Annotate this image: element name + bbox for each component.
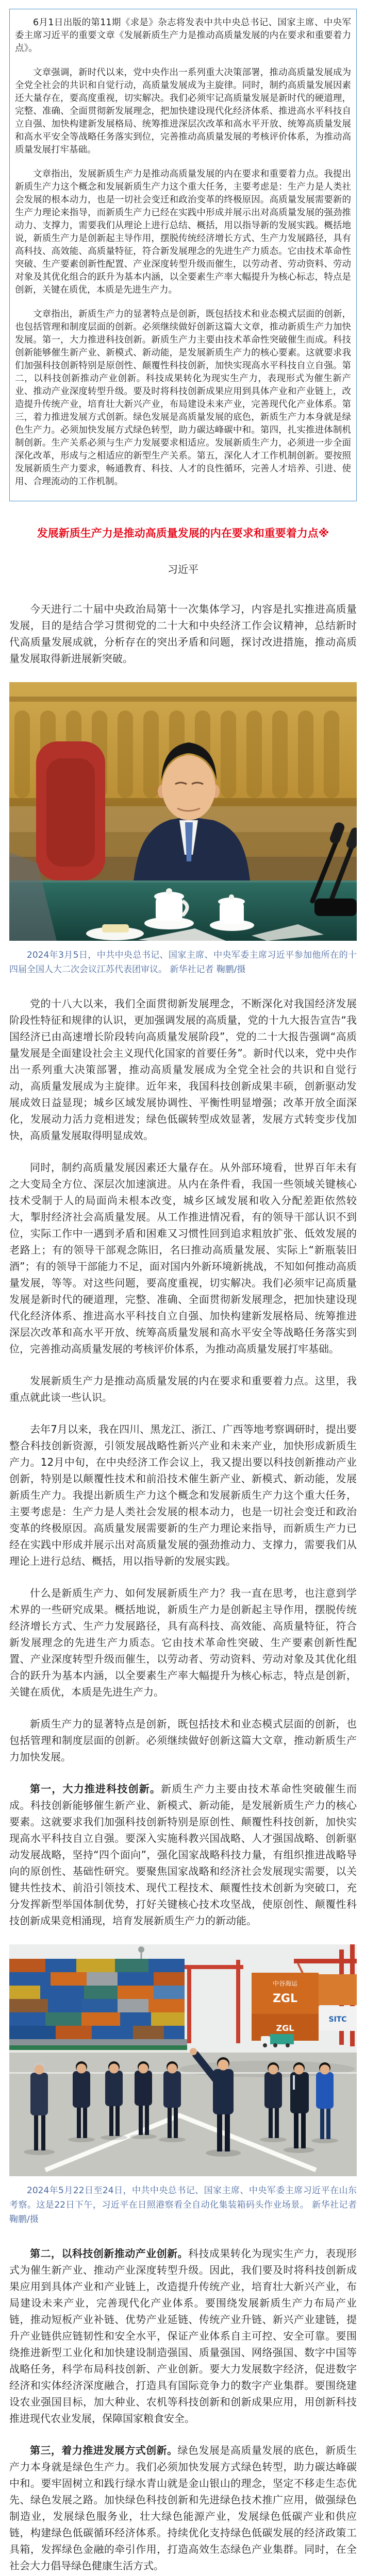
paragraph: 去年7月以来，我在四川、黑龙江、浙江、广西等地考察调研时，提出要整合科技创新资源，引领发展战略性新兴产业和未来产业，加快形成新质生产力。12月中旬，在中央经济工作会议上，我又提出要以科技创新推动产业创新，特别是以颠覆性技术和前沿技术催生新产业、新模式、新动能，发展新质生产力。我提出新质生产力这个概念和发展新质生产力这个重大任务，主要考虑是：生产力是人类社会发展的根本动力，也是一切社会变迁和政治变革的终极原因。高质量发展需要新的生产力理论来指导，而新质生产力已经在实践中形成并展示出对高质量发展的强劲推动力、支撑力，需要我们从理论上进行总结、概括，用以指导新的发展实践。	[9, 1423, 357, 1567]
container-label-sitc: SITC	[328, 2015, 347, 2024]
paragraph: 今天进行二十届中央政治局第十一次集体学习，内容是扎实推进高质量发展，目的是结合学习贯彻党的二十大和中央经济工作会议精神，总结新时代高质量发展成就，分析存在的突出矛盾和问题，探讨改进措施，推动高质量发展取得新进展新突破。	[9, 603, 357, 665]
container-label-zgl-2: ZGL	[276, 2023, 294, 2033]
section-text: 科技成果转化为现实生产力，表现形式为催生新产业、推动产业深度转型升级。因此，我们要及时将科技创新成果应用到具体产业和产业链上，改造提升传统产业，培育壮大新兴产业，布局建设未来产业，完善现代化产业体系。要围绕发展新质生产力布局产业链，推动短板产业补链、优势产业延链、传统产业升链、新兴产业建链，提升产业链供应链韧性和安全水平，保证产业体系自主可控、安全可靠。要围绕推进新型工业化和加快建设制造强国、质量强国、网络强国、数字中国等战略任务，科学布局科技创新、产业创新。要大力发展数字经济，促进数字经济和实体经济深度融合，打造具有国际竞争力的数字产业集群。要围绕建设农业强国目标，加大种业、农机等科技创新和创新成果应用，用创新科技推进现代农业发展，保障国家粮食安全。	[9, 2247, 357, 2425]
section-lead: 第二，以科技创新推动产业创新。	[30, 2247, 188, 2260]
photo-port-illustration	[9, 1944, 357, 2176]
paragraph: 新质生产力的显著特点是创新，既包括技术和业态模式层面的创新，也包括管理和制度层面的创新。必须继续做好创新这篇大文章，推动新质生产力加快发展。	[9, 1718, 357, 1763]
paragraph: 什么是新质生产力、如何发展新质生产力？我一直在思考，也注意到学术界的一些研究成果。概括地说，新质生产力是创新起主导作用，摆脱传统经济增长方式、生产力发展路径，具有高科技、高效能、高质量特征，符合新发展理念的先进生产力质态。它由技术革命性突破、生产要素创新性配置、产业深度转型升级而催生，以劳动者、劳动资料、劳动对象及其优化组合的跃升为基本内涵，以全要素生产率大幅提升为核心标志，特点是创新，关键在质优，本质是先进生产力。	[9, 1587, 357, 1698]
section-lead: 第三，着力推进发展方式创新。	[30, 2444, 178, 2456]
summary-paragraph: 6月1日出版的第11期《求是》杂志将发表中共中央总书记、国家主席、中央军委主席习近平的重要文章《发展新质生产力是推动高质量发展的内在要求和重要着力点》。	[15, 18, 351, 54]
table-edge-highlight	[9, 880, 357, 883]
container-stack-left	[9, 1959, 187, 2045]
article-author: 习近平	[168, 563, 198, 575]
green-fence	[9, 2045, 187, 2050]
paragraph: 同时，制约高质量发展因素还大量存在。从外部环境看，世界百年未有之大变局全方位、深层次加速演进。从内在条件看，我国一些领域关键核心技术受制于人的局面尚未根本改变，城乡区域发展和收入分配差距依然较大，掣肘经济社会高质量发展。从工作推进情况看，有的领导干部认识不到位，实际工作中一遇到矛盾和困难又习惯性回到追求粗放扩张、低效发展的老路上；有的领导干部观念陈旧，名曰推动高质量发展、实际上“新瓶装旧酒”；有的领导干部能力不足，面对国内外新环境新挑战，不知如何推动高质量发展，等等。对这些问题，要高度重视，切实解决。我们必须牢记高质量发展是新时代的硬道理，完整、准确、全面贯彻新发展理念，把加快建设现代化经济体系、推进高水平科技自立自强、加快构建新发展格局、统筹推进深层次改革和高水平开放、统筹高质量发展和高水平安全等战略任务落实到位，完善推动高质量发展的考核评价体系，为推动高质量发展打牢基础。	[9, 1161, 357, 1355]
summary-paragraph: 文章指出，新质生产力的显著特点是创新，既包括技术和业态模式层面的创新，也包括管理和制度层面的创新。必须继续做好创新这篇大文章，推动新质生产力加快发展。第一，大力推进科技创新。新质生产力主要由技术革命性突破催生而成。科技创新能够催生新产业、新模式、新动能，是发展新质生产力的核心要素。这就要求我们加强科技创新特别是原创性、颠覆性科技创新，加快实现高水平科技自立自强。第二，以科技创新推动产业创新。科技成果转化为现实生产力，表现形式为催生新产业、推动产业深度转型升级。要及时将科技创新成果应用到具体产业和产业链上，改造提升传统产业，培育壮大新兴产业，布局建设未来产业，完善现代化产业体系。第三，着力推进发展方式创新。绿色发展是高质量发展的底色，新质生产力本身就是绿色生产力。必须加快发展方式绿色转型，助力碳达峰碳中和。第四，扎实推进体制机制创新。生产关系必须与生产力发展要求相适应。发展新质生产力，必须进一步全面深化改革，形成与之相适应的新型生产关系。第五，深化人才工作机制创新。要按照发展新质生产力要求，畅通教育、科技、人才的良性循环，完善人才培养、引进、使用、合理流动的工作机制。	[15, 309, 351, 487]
red-chair	[36, 741, 105, 880]
container-label-zhonggu: 中谷海运	[272, 1980, 298, 1987]
guard-rail	[9, 2050, 187, 2052]
summary-box	[9, 9, 357, 501]
container-label-zgl: ZGL	[272, 1992, 298, 2005]
article-title: 发展新质生产力是推动高质量发展的内在要求和重要着力点※	[37, 527, 329, 539]
section-text: 绿色发展是高质量发展的底色，新质生产力本身就是绿色生产力。我们必须加快发展方式绿色转型，助力碳达峰碳中和。要牢固树立和践行绿水青山就是金山银山的理念，坚定不移走生态优先、绿色发展之路。加快绿色科技创新和先进绿色技术推广应用，做强绿色制造业，发展绿色服务业，壮大绿色能源产业，发展绿色低碳产业和供应链，构建绿色低碳循环经济体系。持续优化支持绿色低碳发展的经济政策工具箱，发挥绿色金融的牵引作用，打造高效生态绿色产业集群。同时，在全社会大力倡导绿色健康生活方式。	[9, 2444, 357, 2572]
photo-port-inspection	[9, 1944, 357, 2176]
paragraph-section-1	[9, 1781, 357, 1929]
paragraph-section-3	[9, 2442, 357, 2574]
section-text: 新质生产力主要由技术革命性突破催生而成。科技创新能够催生新产业、新模式、新动能，是发展新质生产力的核心要素。这就要求我们加强科技创新特别是原创性、颠覆性科技创新，加快实现高水平科技自立自强。要深入实施科教兴国战略、人才强国战略、创新驱动发展战略，坚持“四个面向”，强化国家战略科技力量，有组织推进战略导向的原创性、基础性研究。要聚焦国家战略和经济社会发展现实需要，以关键共性技术、前沿引领技术、现代工程技术、颠覆性技术创新为突破口，充分发挥新型举国体制优势，打好关键核心技术攻坚战，使原创性、颠覆性科技创新成果竞相涌现，培育发展新质生产力的新动能。	[9, 1783, 357, 1927]
paragraph: 发展新质生产力是推动高质量发展的内在要求和重要着力点。这里，我重点就此谈一些认识。	[9, 1375, 357, 1403]
photo-caption: 2024年3月5日，中共中央总书记、国家主席、中央军委主席习近平参加他所在的十四届全国人大二次会议江苏代表团审议。 新华社记者 鞠鹏/摄	[9, 950, 357, 975]
paragraph-section-2	[9, 2245, 357, 2427]
container-stack-right	[252, 1973, 357, 2041]
section-lead: 第一，大力推进科技创新。	[30, 1783, 161, 1795]
paragraph: 党的十八大以来，我们全面贯彻新发展理念，不断深化对我国经济发展阶段性特征和规律的认识，更加强调发展的高质量，党的十九大报告宣告“我国经济已由高速增长阶段转向高质量发展阶段”，党的二十大报告强调“高质量发展是全面建设社会主义现代化国家的首要任务”。新时代以来，党中央作出一系列重大决策部署，推动高质量发展成为全党全社会的共识和自觉行动，高质量发展成为主旋律。近年来，我国科技创新成果丰硕，创新驱动发展成效日益显现；城乡区域发展协调性、平衡性明显增强；改革开放全面深化，发展动力活力竞相迸发；绿色低碳转型成效显著，发展方式转变步伐加快，高质量发展取得明显成效。	[9, 997, 357, 1142]
photo-xi-meeting	[9, 682, 357, 941]
summary-paragraph: 文章指出，发展新质生产力是推动高质量发展的内在要求和重要着力点。我提出新质生产力这个概念和发展新质生产力这个重大任务，主要考虑是：生产力是人类社会发展的根本动力，也是一切社会变迁和政治变革的终极原因。高质量发展需要新的生产力理论来指导，而新质生产力已经在实践中形成并展示出对高质量发展的强劲推动力、支撑力，需要我们从理论上进行总结、概括，用以指导新的发展实践。概括地说，新质生产力是创新起主导作用，摆脱传统经济增长方式、生产力发展路径，具有高科技、高效能、高质量特征，符合新发展理念的先进生产力质态。它由技术革命性突破、生产要素创新性配置、产业深度转型升级而催生，以劳动者、劳动资料、劳动对象及其优化组合的跃升为基本内涵，以全要素生产率大幅提升为核心标志，特点是创新，关键在质优，本质是先进生产力。	[15, 169, 351, 295]
article-body	[9, 525, 357, 2576]
photo-caption: 2024年5月22日至24日，中共中央总书记、国家主席、中央军委主席习近平在山东考察。这是22日下午，习近平在日照港察看全自动化集装箱码头作业场景。 新华社记者 鞠鹏/摄	[9, 2185, 357, 2225]
photo-xi-meeting-illustration	[9, 682, 357, 941]
summary-paragraph: 文章强调，新时代以来，党中央作出一系列重大决策部署，推动高质量发展成为全党全社会的共识和自觉行动，高质量发展成为主旋律。同时，制约高质量发展因素还大量存在，要高度重视，切实解决。我们必须牢记高质量发展是新时代的硬道理，完整、准确、全面贯彻新发展理念，把加快建设现代化经济体系、推进高水平科技自立自强、加快构建新发展格局、统筹推进深层次改革和高水平开放、统筹高质量发展和高水平安全等战略任务落实到位，完善推动高质量发展的考核评价体系，为推动高质量发展打牢基础。	[15, 67, 351, 155]
